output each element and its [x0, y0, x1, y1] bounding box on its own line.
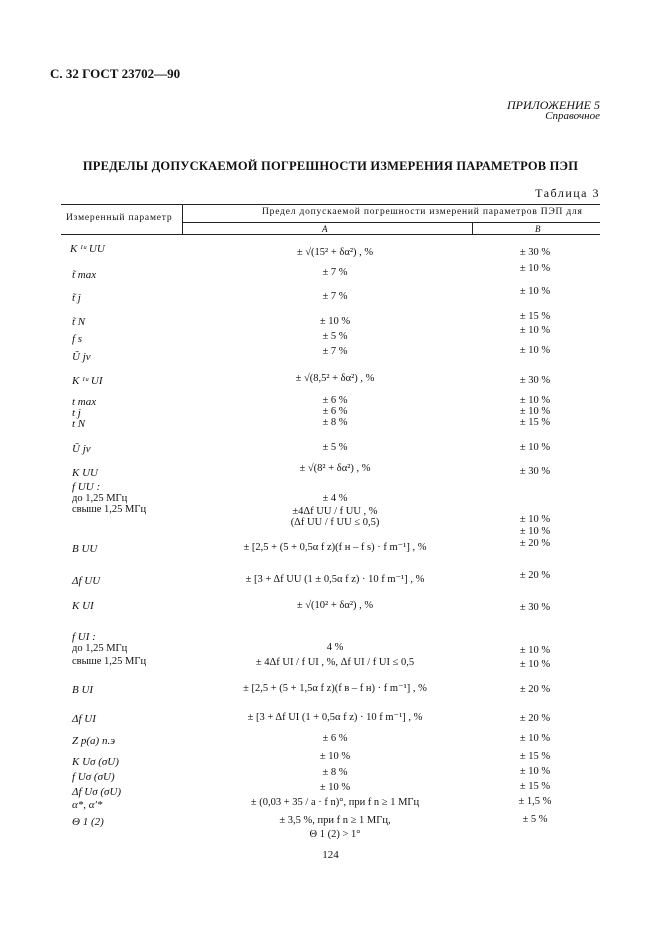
limit-a-u-jv-tilde: ± 7 %: [322, 346, 348, 357]
limit-a-z-pe: ± 6 %: [322, 733, 348, 744]
limit-a-f-uu-low: ± 4 %: [322, 493, 348, 504]
param-f-ui: f UI :: [72, 631, 96, 643]
limit-b-4: ± 15 %: [519, 311, 551, 322]
limit-a-delta-f-usigma: ± 10 %: [319, 782, 351, 793]
limit-b-24: ± 10 %: [519, 766, 551, 777]
limit-a-t-n: ± 8 %: [322, 417, 348, 428]
header-limits: Предел допускаемой погрешности измерений параметров ПЭП для: [262, 207, 583, 217]
limit-b-14: ± 10 %: [519, 526, 551, 537]
page-header: С. 32 ГОСТ 23702—90: [50, 66, 181, 81]
limit-b-20: ± 20 %: [519, 684, 551, 695]
limit-b-19: ± 10 %: [519, 659, 551, 670]
table-header-mid-rule: [182, 222, 600, 223]
param-f-ui-low: до 1,25 МГц: [72, 643, 128, 654]
limit-a-k-ui-i: ± √(8,5² + δα²) , %: [295, 373, 375, 384]
limit-b-16: ± 20 %: [519, 570, 551, 581]
limit-b-17: ± 30 %: [519, 602, 551, 613]
table-header-bottom-rule: [61, 234, 600, 235]
limit-b-22: ± 10 %: [519, 733, 551, 744]
appendix-sublabel: Справочное: [545, 110, 600, 122]
limit-a-t-max: ± 6 %: [322, 395, 348, 406]
param-delta-f-uu: Δf UU: [72, 575, 101, 587]
param-alpha: α*, α'*: [72, 799, 103, 811]
limit-a-b-ui: ± [2,5 + (5 + 1,5α f z)(f в – f н) · f m⁻¹] , %: [243, 683, 427, 694]
table-subcol-divider: [472, 222, 473, 234]
param-f-s: f s: [72, 333, 83, 345]
param-k-usigma: K Uσ (σU): [72, 756, 119, 768]
param-t-n: t N: [72, 418, 86, 430]
limit-b-10: ± 15 %: [519, 417, 551, 428]
limit-a-t-n-tilde: ± 10 %: [319, 316, 351, 327]
limit-a-f-uu-high: ±4Δf UU / f UU , %: [292, 506, 378, 517]
param-f-uu: f UU :: [72, 481, 101, 493]
limit-b-21: ± 20 %: [519, 713, 551, 724]
param-u-jv: Ũ jv: [72, 443, 91, 455]
param-t-n-tilde: t̃ N: [72, 316, 86, 328]
limit-a-f-uu-cond: (Δf UU / f UU ≤ 0,5): [290, 517, 380, 528]
limit-a-t-j-tilde: ± 7 %: [322, 291, 348, 302]
limit-a-delta-f-uu: ± [3 + Δf UU (1 ± 0,5α f z) · 10 f m⁻¹] , %: [245, 574, 425, 585]
param-f-uu-low: до 1,25 МГц: [72, 493, 128, 504]
limit-b-9: ± 10 %: [519, 406, 551, 417]
limit-b-1: ± 30 %: [519, 247, 551, 258]
limit-a-k-uu-i: ± √(15² + δα²) , %: [296, 247, 374, 258]
limit-a-k-uu: ± √(8² + δα²) , %: [299, 463, 371, 474]
limit-a-k-ui: ± √(10² + δα²) , %: [296, 600, 374, 611]
limit-a-t-max-tilde: ± 7 %: [322, 267, 348, 278]
limit-a-b-uu: ± [2,5 + (5 + 0,5α f z)(f н – f s) · f m⁻¹] , %: [243, 542, 427, 553]
table-top-rule: [61, 204, 600, 205]
limit-b-15: ± 20 %: [519, 538, 551, 549]
param-t-j-tilde: t̃ j: [72, 292, 81, 304]
param-k-uu-i: K ᴵᵘ UU: [70, 243, 105, 255]
limit-a-delta-f-ui: ± [3 + Δf UI (1 + 0,5α f z) · 10 f m⁻¹] , %: [247, 712, 423, 723]
limit-b-3: ± 10 %: [519, 286, 551, 297]
limit-b-5: ± 10 %: [519, 325, 551, 336]
limit-b-18: ± 10 %: [519, 645, 551, 656]
param-z-pe: Z p(a) п.э: [72, 735, 116, 747]
param-t-max: t max: [72, 396, 97, 408]
param-u-jv-tilde: Ũ jv: [72, 351, 91, 363]
param-delta-f-ui: Δf UI: [72, 713, 96, 725]
limit-b-7: ± 30 %: [519, 375, 551, 386]
limit-b-13: ± 10 %: [519, 514, 551, 525]
page-number: 124: [322, 849, 339, 861]
param-f-ui-high: свыше 1,25 МГц: [72, 656, 147, 667]
limit-b-12: ± 30 %: [519, 466, 551, 477]
table-label: Таблица 3: [535, 186, 600, 200]
table-col-divider: [182, 204, 183, 234]
limit-a-alpha: ± (0,03 + 35 / a · f n)°, при f n ≥ 1 МГц: [250, 797, 420, 808]
limit-b-26: ± 1,5 %: [518, 796, 552, 807]
param-f-uu-high: свыше 1,25 МГц: [72, 504, 147, 515]
param-theta: Θ 1 (2): [72, 816, 104, 828]
limit-b-11: ± 10 %: [519, 442, 551, 453]
limit-a-k-usigma: ± 10 %: [319, 751, 351, 762]
limit-b-23: ± 15 %: [519, 751, 551, 762]
param-f-usigma: f Uσ (σU): [72, 771, 115, 783]
limit-a-f-usigma: ± 8 %: [322, 767, 348, 778]
limit-b-2: ± 10 %: [519, 263, 551, 274]
param-k-ui-i: K ᴵᵘ UI: [72, 375, 103, 387]
limit-a-theta: ± 3,5 %, при f n ≥ 1 МГц,: [279, 815, 391, 826]
param-k-uu: K UU: [72, 467, 98, 479]
limit-b-6: ± 10 %: [519, 345, 551, 356]
param-b-uu: B UU: [72, 543, 98, 555]
limit-a-u-jv: ± 5 %: [322, 442, 348, 453]
document-title: ПРЕДЕЛЫ ДОПУСКАЕМОЙ ПОГРЕШНОСТИ ИЗМЕРЕНИЯ ПАРАМЕТРОВ ПЭП: [82, 159, 579, 173]
header-sub-b: B: [535, 224, 541, 234]
header-sub-a: A: [322, 224, 328, 234]
limit-b-27: ± 5 %: [522, 814, 548, 825]
param-b-ui: B UI: [72, 684, 94, 696]
header-param: Измеренный параметр: [66, 213, 173, 223]
param-delta-f-usigma: Δf Uσ (σU): [72, 786, 122, 798]
limit-a-f-ui-high: ± 4Δf UI / f UI , %, Δf UI / f UI ≤ 0,5: [255, 657, 415, 668]
param-t-j: t j: [72, 407, 81, 419]
limit-a-theta-cond: Θ 1 (2) > 1°: [309, 829, 361, 840]
appendix-label: ПРИЛОЖЕНИЕ 5: [507, 98, 600, 112]
limit-a-f-ui-low: 4 %: [326, 642, 344, 653]
limit-b-25: ± 15 %: [519, 781, 551, 792]
limit-a-f-s: ± 5 %: [322, 331, 348, 342]
param-t-max-tilde: t̃ max: [72, 269, 97, 281]
param-k-ui: K UI: [72, 600, 94, 612]
limit-b-8: ± 10 %: [519, 395, 551, 406]
limit-a-t-j: ± 6 %: [322, 406, 348, 417]
